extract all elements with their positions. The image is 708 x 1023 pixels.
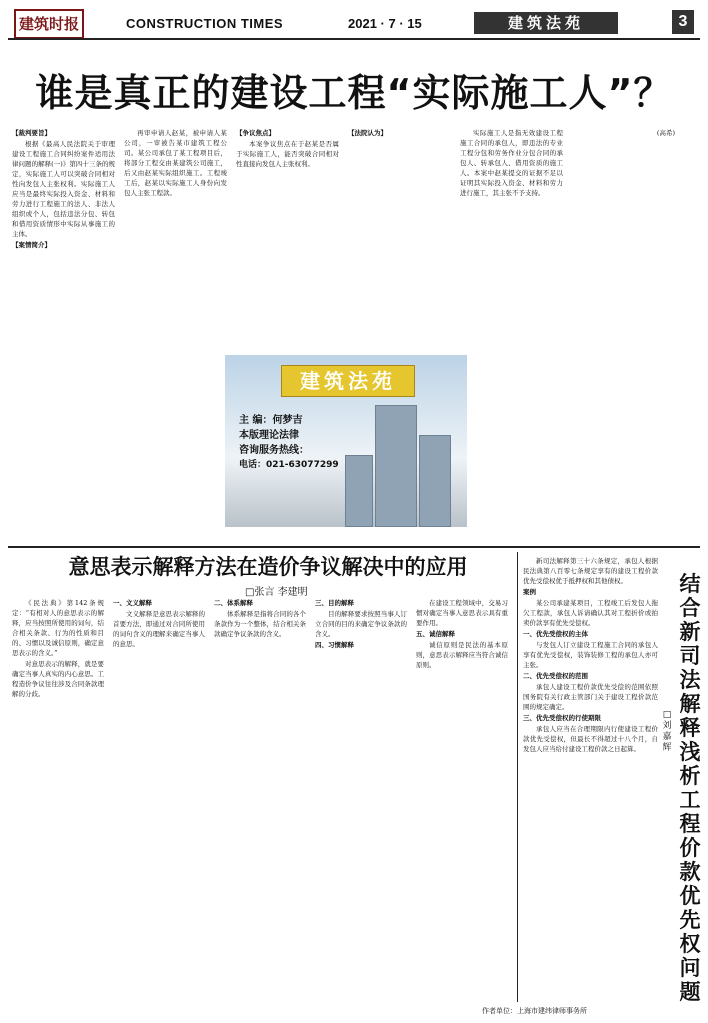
article1-para: 【法院认为】 xyxy=(348,129,387,137)
promo-info xyxy=(239,413,339,473)
building-graphic xyxy=(345,455,373,527)
article3-para: 承包人建设工程价款优先受偿的范围依照国务院有关行政主管部门关于建设工程价款范围的规定确定。 xyxy=(523,683,658,711)
article2-para: 五、诚信解释 xyxy=(416,630,455,638)
article3-para: 某公司承建某项目，工程竣工后发包人拖欠工程款，承包人诉请确认其对工程折价或拍卖价款享有优先受偿权。 xyxy=(523,599,658,627)
column-promo-box xyxy=(225,355,467,527)
article1-para: 【裁判要旨】 xyxy=(12,129,51,137)
column-divider xyxy=(517,552,518,1002)
article3-body xyxy=(523,556,658,1001)
section-title: 建筑法苑 xyxy=(474,12,618,34)
promo-editor: 主 编：何梦吉 xyxy=(239,415,303,426)
article3-column-1 xyxy=(523,556,658,1001)
article1-author: (高希) xyxy=(656,129,675,137)
article2-para: 在建设工程领域中，交易习惯对确定当事人意思表示具有重要作用。 xyxy=(416,599,508,627)
section-rule xyxy=(8,546,700,548)
author-affiliation: 作者单位：上海市建纬律师事务所 xyxy=(482,1007,587,1015)
article3-para: 三、优先受偿权的行使期限 xyxy=(523,714,601,722)
article2-para: 一、文义解释 xyxy=(113,599,152,607)
building-graphic xyxy=(419,435,451,527)
masthead xyxy=(8,6,700,40)
article3-byline: □刘嘉辉 xyxy=(662,710,672,753)
article2-headline: 意思表示解释方法在造价争议解决中的应用 xyxy=(68,555,468,579)
paper-logo: 建筑时报 xyxy=(14,9,84,39)
article3-para: 案例 xyxy=(523,588,536,596)
article3-para: 二、优先受偿权的范围 xyxy=(523,672,588,680)
building-graphic xyxy=(375,405,417,527)
article1-column-1 xyxy=(12,128,115,543)
article3-headline: 结合新司法解释浅析工程价款优先权问题 xyxy=(679,572,701,1004)
article2-body xyxy=(12,598,512,1003)
article2-column-3 xyxy=(214,598,306,1003)
article1-headline: 谁是真正的建设工程“实际施工人”？ xyxy=(35,71,673,115)
promo-org: 本版理论法律 xyxy=(239,430,299,441)
paper-name: CONSTRUCTION TIMES xyxy=(126,16,284,31)
page-number: 3 xyxy=(672,10,694,34)
article2-column-1 xyxy=(12,598,104,1003)
article1-column-5 xyxy=(460,128,563,543)
article3-para: 承包人应当在合理期限内行使建设工程价款优先受偿权，但最长不得超过十八个月，自发包人应当给付建设工程价款之日起算。 xyxy=(523,725,658,753)
article2-para: 目的解释要求按照当事人订立合同的目的来确定争议条款的含义。 xyxy=(315,610,407,638)
article2-column-4 xyxy=(315,598,407,1003)
article2-byline: □张言 李建明 xyxy=(245,587,308,598)
article2-column-5 xyxy=(416,598,508,1003)
promo-phone: 电话：021-63077299 xyxy=(239,460,339,470)
promo-title: 建筑法苑 xyxy=(281,365,415,397)
article2-para: 文义解释是意思表示解释的首要方法，即通过对合同所使用的词句含义的理解来确定当事人的意思。 xyxy=(113,610,205,648)
promo-consult: 咨询服务热线： xyxy=(239,445,309,456)
article1-para: 【案情简介】 xyxy=(12,241,51,249)
article3-para: 与发包人订立建设工程施工合同的承包人享有优先受偿权，装饰装修工程的承包人亦可主张。 xyxy=(523,641,658,669)
article1-column-6 xyxy=(572,128,675,543)
article2-para: 三、目的解释 xyxy=(315,599,354,607)
article1-para: 实际施工人是指无效建设工程施工合同的承包人，即违法的专业工程分包和劳务作业分包合同的承包人、转承包人、借用资质的施工人。本案中赵某提交的证据不足以证明其实际投入资金、材料和劳力进行施工，其主张不予支持。 xyxy=(460,129,563,197)
article1-para: 根据《最高人民法院关于审理建设工程施工合同纠纷案件适用法律问题的解释(一)》第四十三条的规定，实际施工人可以突破合同相对性向发包人主张权利。实际施工人应当是最终实际投入资金、材料和劳力进行工程施工的法人、非法人组织或个人，包括违法分包、转包和借用资质情形中实际从事施工的主体。 xyxy=(12,140,115,238)
article1-column-2 xyxy=(124,128,227,543)
article2-para: 《民法典》第142条规定：“有相对人的意思表示的解释，应当按照所使用的词句，结合相关条款、行为的性质和目的、习惯以及诚信原则，确定意思表示的含义。” xyxy=(12,599,104,657)
article2-para: 体系解释是指将合同的各个条款作为一个整体，结合相关条款确定争议条款的含义。 xyxy=(214,610,306,638)
article2-para: 对意思表示的解释，就是要确定当事人真实的内心意思。工程造价争议往往涉及合同条款理解的分歧。 xyxy=(12,660,104,698)
masthead-rule xyxy=(8,38,700,40)
article2-para: 四、习惯解释 xyxy=(315,641,354,649)
article3-para: 一、优先受偿权的主体 xyxy=(523,630,588,638)
article1-para: 本案争议焦点在于赵某是否属于实际施工人，能否突破合同相对性直接向发包人主张权利。 xyxy=(236,140,339,168)
article2-para: 二、体系解释 xyxy=(214,599,253,607)
issue-date: 2021 · 7 · 15 xyxy=(348,16,422,31)
article3-para: 新司法解释第三十六条规定，承包人根据民法典第八百零七条规定享有的建设工程价款优先受偿权优于抵押权和其他债权。 xyxy=(523,557,658,585)
article1-para: 【争议焦点】 xyxy=(236,129,275,137)
article2-column-2 xyxy=(113,598,205,1003)
article2-para: 诚信原则是民法的基本原则，意思表示解释应当符合诚信原则。 xyxy=(416,641,508,669)
article1-para: 再审申请人赵某，被申请人某公司，一审被告某市建筑工程公司。某公司承包了某工程项目后，将部分工程交由某建筑公司施工，后又由赵某实际组织施工。工程竣工后，赵某以实际施工人身份向发包人主张工程款。 xyxy=(124,129,227,197)
